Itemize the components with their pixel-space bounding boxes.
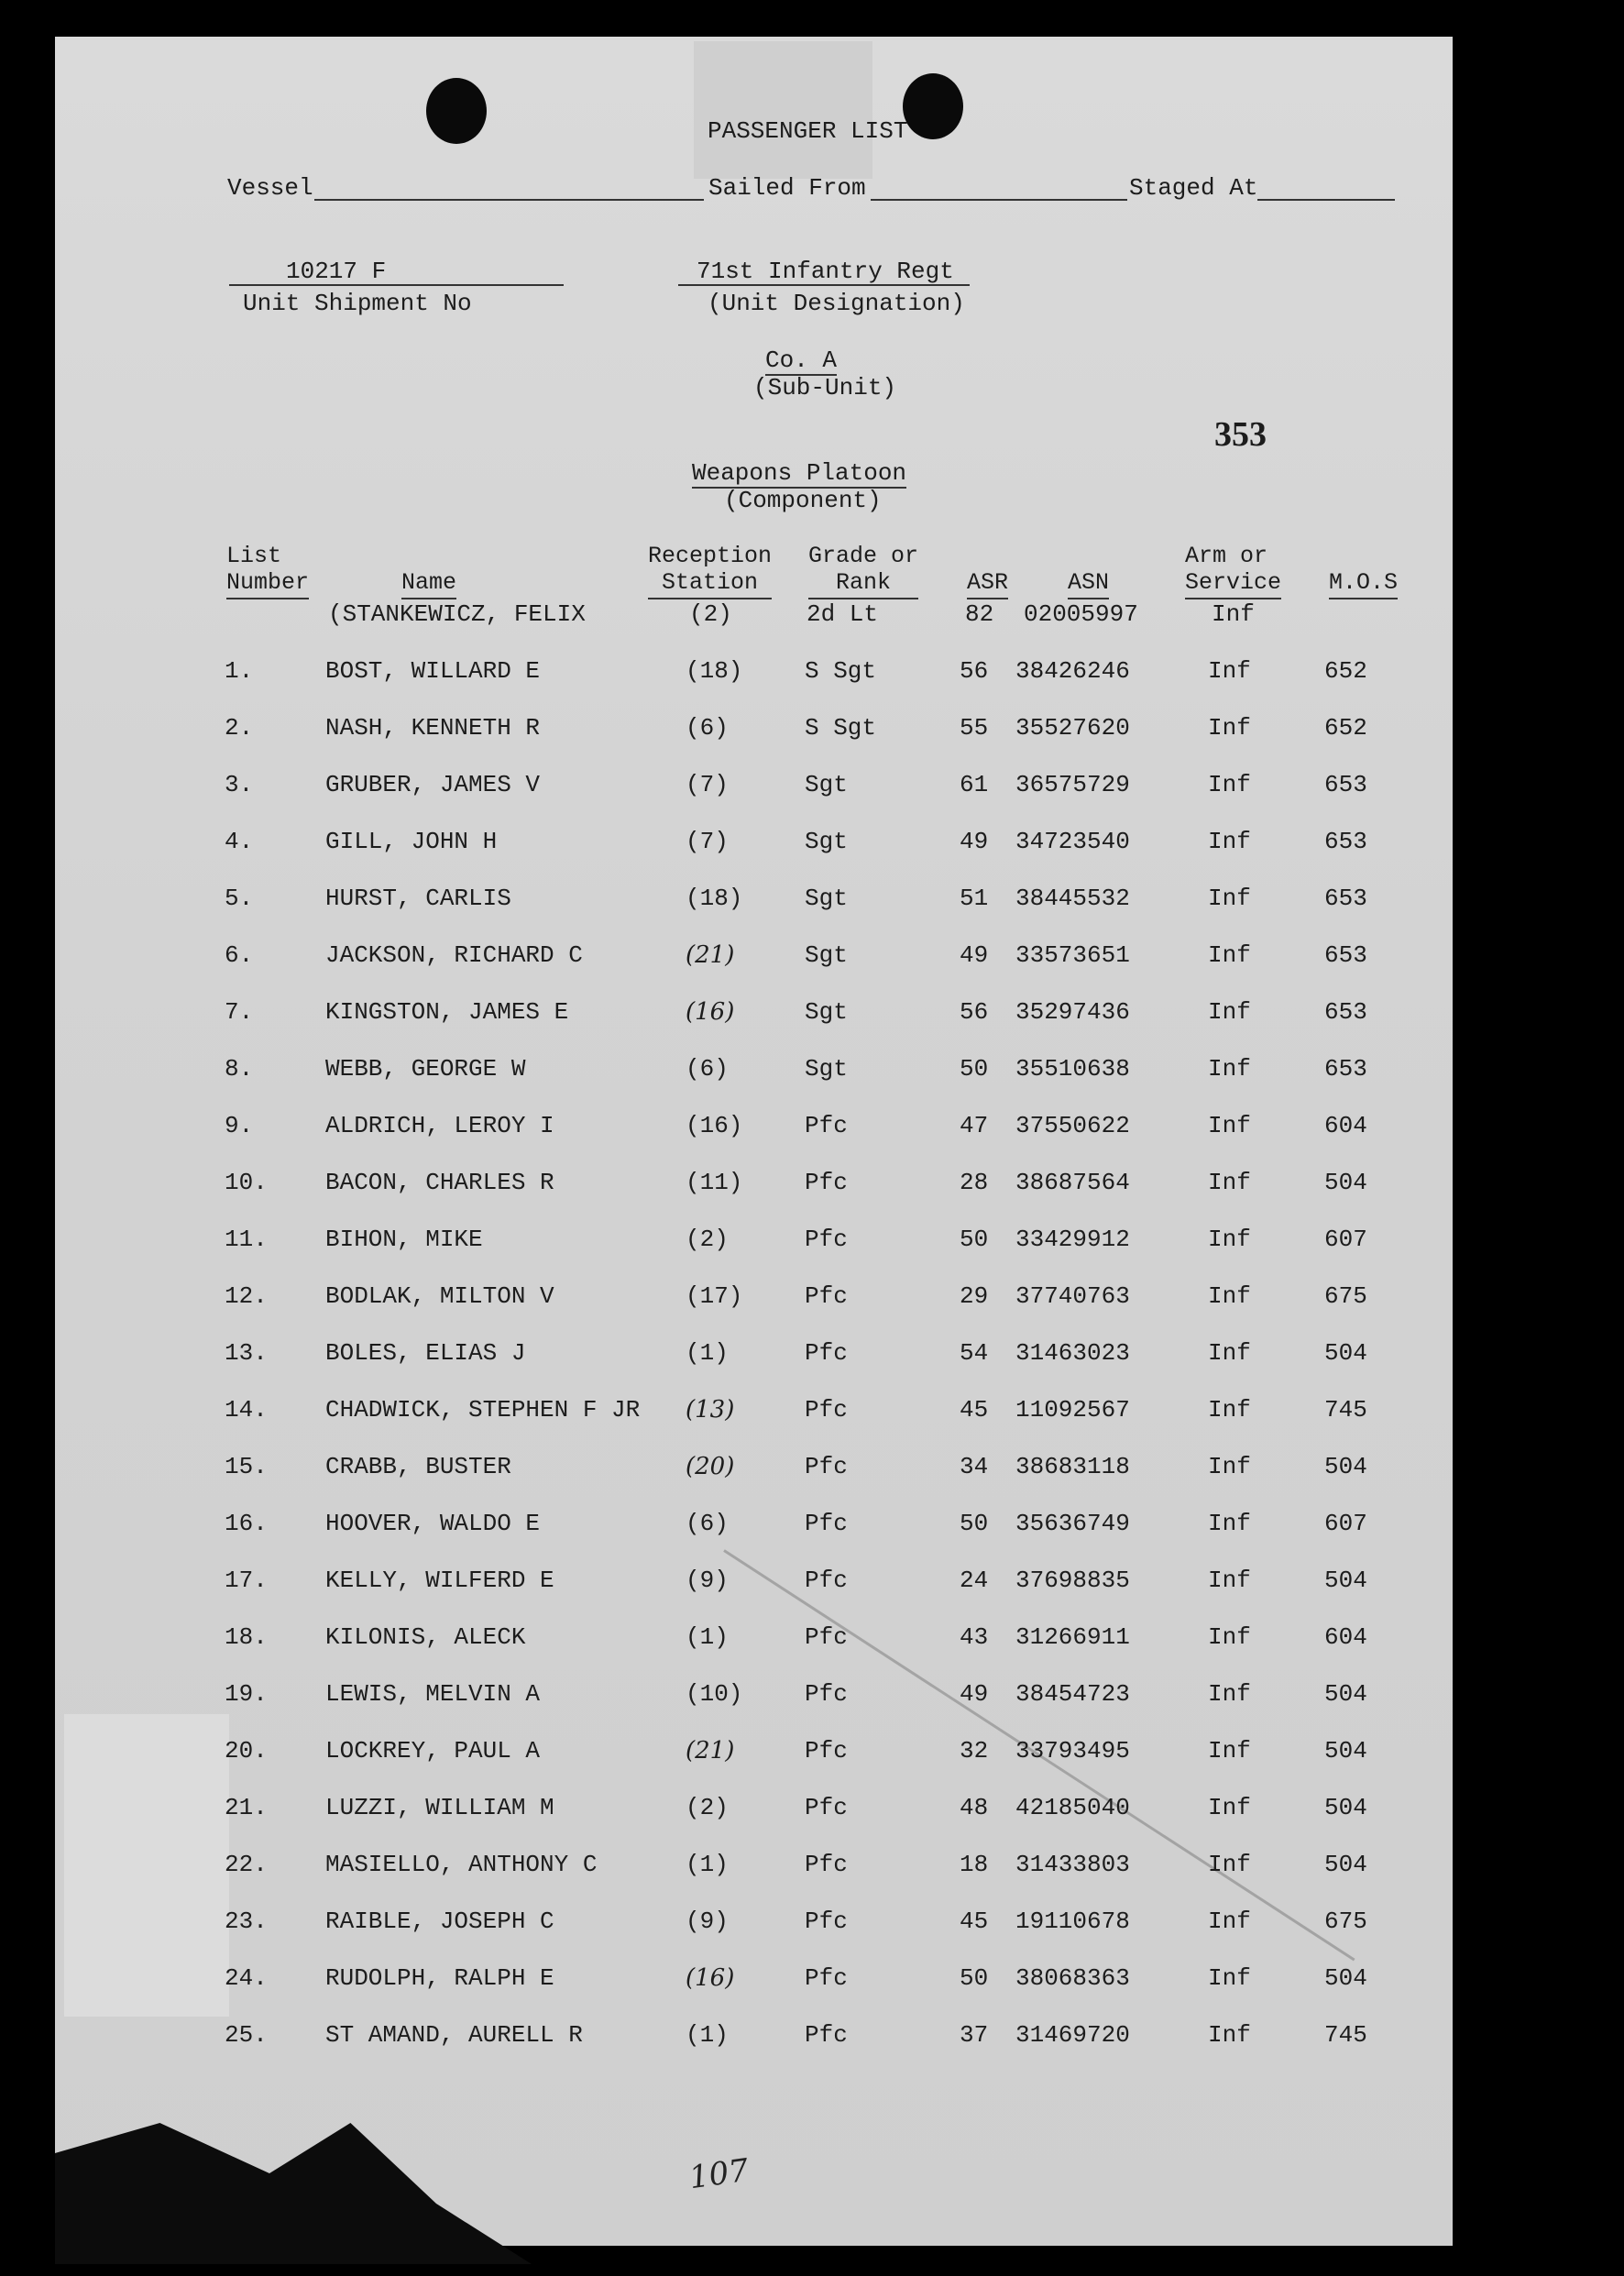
cell-asn: 38454723: [1015, 1680, 1130, 1708]
cell-asn: 37698835: [1015, 1567, 1130, 1594]
cell-asn: 34723540: [1015, 828, 1130, 855]
table-row: [0, 1055, 1624, 1092]
handwritten-note: 107: [686, 2151, 752, 2197]
cell-mos: 504: [1324, 1737, 1367, 1765]
cell-name: LEWIS, MELVIN A: [325, 1680, 541, 1708]
cell-name: CHADWICK, STEPHEN F JR: [325, 1396, 641, 1424]
cell-mos: 653: [1324, 998, 1367, 1026]
cell-asn: 37550622: [1015, 1112, 1130, 1139]
cell-list-number: 5.: [225, 885, 254, 912]
table-row: [0, 1567, 1624, 1603]
cell-asn: 11092567: [1015, 1396, 1130, 1424]
cell-mos: 675: [1324, 1908, 1367, 1935]
cell-grade: Pfc: [805, 1567, 848, 1594]
cell-mos: 653: [1324, 1055, 1367, 1083]
cell-station: (9): [686, 1567, 729, 1594]
cell-mos: 604: [1324, 1623, 1367, 1651]
table-row: [0, 1282, 1624, 1319]
cell-list-number: 15.: [225, 1453, 268, 1480]
cell-mos: 504: [1324, 1453, 1367, 1480]
cell-asr: 47: [960, 1112, 989, 1139]
table-row: [0, 714, 1624, 751]
cell-grade: Pfc: [805, 2021, 848, 2049]
unit-shipment-line: [229, 284, 564, 286]
cell-arm: Inf: [1208, 771, 1251, 798]
unit-designation-line: [678, 284, 970, 286]
col-header-mos-text: M.O.S: [1329, 569, 1398, 599]
cell-name: CRABB, BUSTER: [325, 1453, 511, 1480]
cell-station: (2): [686, 1226, 729, 1253]
cell-grade: Sgt: [805, 771, 848, 798]
cell-mos: 653: [1324, 941, 1367, 969]
cell-grade: Sgt: [805, 1055, 848, 1083]
cell-mos: 745: [1324, 2021, 1367, 2049]
cell-list-number: 22.: [225, 1851, 268, 1878]
sailed-from-line: [871, 199, 1127, 201]
col-header-name-text: Name: [401, 569, 456, 599]
cell-arm: Inf: [1208, 1908, 1251, 1935]
sub-unit-label: (Sub-Unit): [753, 374, 897, 401]
cell-arm: Inf: [1208, 1567, 1251, 1594]
cell-list-number: 19.: [225, 1680, 268, 1708]
cell-grade: Sgt: [805, 828, 848, 855]
table-row: [0, 1737, 1624, 1774]
cell-mos: 604: [1324, 1112, 1367, 1139]
page-number: 353: [1214, 415, 1267, 454]
cell-asr: 56: [960, 657, 989, 685]
cell-list-number: 25.: [225, 2021, 268, 2049]
cell-asr: 51: [960, 885, 989, 912]
cell-arm: Inf: [1208, 885, 1251, 912]
col-header-mos: [1329, 569, 1398, 599]
cell-list-number: 16.: [225, 1510, 268, 1537]
cell-name: RAIBLE, JOSEPH C: [325, 1908, 554, 1935]
table-row: [0, 998, 1624, 1035]
sailed-from-label: Sailed From: [708, 174, 866, 202]
cell-asn: 42185040: [1015, 1794, 1130, 1821]
table-row: [0, 1169, 1624, 1205]
col-header-arm-or: Arm or: [1185, 543, 1268, 569]
table-row: [0, 1396, 1624, 1433]
cell-asr: 29: [960, 1282, 989, 1310]
cell-list-number: 13.: [225, 1339, 268, 1367]
cell-asr: 49: [960, 828, 989, 855]
cell-asr: 32: [960, 1737, 989, 1765]
cell-arm: Inf: [1208, 1282, 1251, 1310]
table-row: [0, 1226, 1624, 1262]
cell-asr: 43: [960, 1623, 989, 1651]
cell-list-number: 8.: [225, 1055, 254, 1083]
cell-name: RUDOLPH, RALPH E: [325, 1964, 554, 1992]
cell-grade: S Sgt: [805, 714, 877, 742]
cell-mos: 745: [1324, 1396, 1367, 1424]
cell-asr: 54: [960, 1339, 989, 1367]
cell-station: (2): [689, 600, 732, 628]
cell-arm: Inf: [1208, 1680, 1251, 1708]
unit-designation-value: 71st Infantry Regt: [697, 258, 954, 285]
cell-asr: 18: [960, 1851, 989, 1878]
cell-mos: 652: [1324, 714, 1367, 742]
cell-list-number: 7.: [225, 998, 254, 1026]
cell-grade: Pfc: [805, 1282, 848, 1310]
cell-asn: 36575729: [1015, 771, 1130, 798]
cell-arm: Inf: [1208, 1339, 1251, 1367]
cell-name: KELLY, WILFERD E: [325, 1567, 554, 1594]
cell-name: BIHON, MIKE: [325, 1226, 483, 1253]
cell-asn: 31469720: [1015, 2021, 1130, 2049]
cell-asr: 45: [960, 1396, 989, 1424]
cell-station: (6): [686, 1055, 729, 1083]
table-row: [0, 941, 1624, 978]
cell-name: (STANKEWICZ, FELIX: [328, 600, 586, 628]
cell-asn: 35636749: [1015, 1510, 1130, 1537]
cell-arm: Inf: [1208, 657, 1251, 685]
col-header-grade: [808, 543, 918, 599]
col-header-grade-or: Grade or: [808, 543, 919, 569]
cell-arm: Inf: [1208, 1794, 1251, 1821]
cell-list-number: 2.: [225, 714, 254, 742]
cell-station: (9): [686, 1908, 729, 1935]
cell-name: BACON, CHARLES R: [325, 1169, 554, 1196]
cell-station: (11): [686, 1169, 743, 1196]
cell-station: (17): [686, 1282, 743, 1310]
cell-grade: Pfc: [805, 1339, 848, 1367]
col-header-asn: [1068, 569, 1109, 599]
cell-arm: Inf: [1208, 2021, 1251, 2049]
cell-asn: 02005997: [1024, 600, 1138, 628]
cell-station: (21): [686, 941, 735, 969]
col-header-asr: [967, 569, 1008, 599]
cell-station: (1): [686, 1851, 729, 1878]
cell-mos: 653: [1324, 828, 1367, 855]
cell-asr: 61: [960, 771, 989, 798]
cell-grade: Pfc: [805, 1623, 848, 1651]
table-row: [0, 1794, 1624, 1831]
col-header-asn-text: ASN: [1068, 569, 1109, 599]
cell-list-number: 17.: [225, 1567, 268, 1594]
cell-grade: 2d Lt: [807, 600, 879, 628]
punch-hole-left: [426, 78, 487, 144]
cell-arm: Inf: [1208, 941, 1251, 969]
cell-asr: 34: [960, 1453, 989, 1480]
cell-grade: Pfc: [805, 1737, 848, 1765]
cell-station: (18): [686, 657, 743, 685]
cell-asn: 38445532: [1015, 885, 1130, 912]
col-header-list: List: [226, 543, 282, 569]
col-header-rank: Rank: [808, 569, 918, 599]
cell-asn: 19110678: [1015, 1908, 1130, 1935]
cell-station: (10): [686, 1680, 743, 1708]
cell-grade: Pfc: [805, 1851, 848, 1878]
cell-grade: Pfc: [805, 1453, 848, 1480]
cell-grade: Pfc: [805, 1396, 848, 1424]
cell-asr: 24: [960, 1567, 989, 1594]
unit-shipment-label: Unit Shipment No: [243, 290, 472, 317]
table-row: [0, 828, 1624, 864]
col-header-asr-text: ASR: [967, 569, 1008, 599]
cell-name: LUZZI, WILLIAM M: [325, 1794, 554, 1821]
cell-arm: Inf: [1208, 1396, 1251, 1424]
cell-asr: 37: [960, 2021, 989, 2049]
cell-grade: Sgt: [805, 885, 848, 912]
cell-list-number: 20.: [225, 1737, 268, 1765]
cell-list-number: 18.: [225, 1623, 268, 1651]
table-row: [0, 657, 1624, 694]
cell-station: (21): [686, 1737, 735, 1765]
cell-mos: 607: [1324, 1510, 1367, 1537]
cell-grade: Pfc: [805, 1908, 848, 1935]
cell-asn: 31266911: [1015, 1623, 1130, 1651]
cell-arm: Inf: [1208, 1851, 1251, 1878]
cell-grade: Pfc: [805, 1794, 848, 1821]
table-row: [0, 1510, 1624, 1546]
cell-asn: 35527620: [1015, 714, 1130, 742]
staged-at-line: [1257, 199, 1395, 201]
table-row: [0, 2021, 1624, 2058]
cell-name: MASIELLO, ANTHONY C: [325, 1851, 598, 1878]
cell-grade: S Sgt: [805, 657, 877, 685]
cell-mos: 675: [1324, 1282, 1367, 1310]
cell-arm: Inf: [1208, 714, 1251, 742]
cell-list-number: 10.: [225, 1169, 268, 1196]
cell-name: BOST, WILLARD E: [325, 657, 541, 685]
punch-hole-right: [903, 73, 963, 139]
table-row: [0, 1339, 1624, 1376]
cell-mos: 504: [1324, 1851, 1367, 1878]
cell-mos: 504: [1324, 1169, 1367, 1196]
col-header-reception-station: [648, 543, 772, 599]
cell-name: KINGSTON, JAMES E: [325, 998, 569, 1026]
cell-list-number: 11.: [225, 1226, 268, 1253]
cell-arm: Inf: [1208, 1112, 1251, 1139]
cell-asr: 55: [960, 714, 989, 742]
cell-asn: 33429912: [1015, 1226, 1130, 1253]
sub-unit-value: Co. A: [765, 346, 838, 374]
cell-asr: 82: [965, 600, 994, 628]
cell-mos: 653: [1324, 885, 1367, 912]
table-row: [0, 1453, 1624, 1490]
cell-name: HURST, CARLIS: [325, 885, 511, 912]
cell-asr: 49: [960, 941, 989, 969]
cell-station: (7): [686, 771, 729, 798]
unit-designation-label: (Unit Designation): [708, 290, 965, 317]
cell-station: (7): [686, 828, 729, 855]
cell-mos: 504: [1324, 1567, 1367, 1594]
cell-list-number: 12.: [225, 1282, 268, 1310]
cell-name: NASH, KENNETH R: [325, 714, 541, 742]
table-row: [0, 771, 1624, 808]
cell-mos: 504: [1324, 1680, 1367, 1708]
cell-mos: 652: [1324, 657, 1367, 685]
table-row: [0, 1851, 1624, 1887]
cell-name: GRUBER, JAMES V: [325, 771, 541, 798]
cell-arm: Inf: [1208, 998, 1251, 1026]
cell-name: ST AMAND, AURELL R: [325, 2021, 583, 2049]
cell-arm: Inf: [1208, 1737, 1251, 1765]
cell-mos: 607: [1324, 1226, 1367, 1253]
vessel-line: [314, 199, 704, 201]
cell-list-number: 4.: [225, 828, 254, 855]
document-title: PASSENGER LIST: [708, 117, 908, 145]
cell-grade: Pfc: [805, 1169, 848, 1196]
cell-station: (1): [686, 1339, 729, 1367]
cell-arm: Inf: [1208, 1055, 1251, 1083]
cell-asr: 48: [960, 1794, 989, 1821]
cell-asr: 50: [960, 1510, 989, 1537]
cell-asn: 33793495: [1015, 1737, 1130, 1765]
cell-grade: Sgt: [805, 998, 848, 1026]
cell-asr: 50: [960, 1055, 989, 1083]
cell-name: ALDRICH, LEROY I: [325, 1112, 554, 1139]
cell-station: (16): [686, 1964, 735, 1992]
col-header-arm-service: [1185, 543, 1281, 599]
cell-name: KILONIS, ALECK: [325, 1623, 526, 1651]
cell-name: LOCKREY, PAUL A: [325, 1737, 541, 1765]
table-row: [0, 1112, 1624, 1149]
cell-list-number: 1.: [225, 657, 254, 685]
cell-station: (1): [686, 1623, 729, 1651]
cell-station: (20): [686, 1453, 735, 1480]
cell-station: (16): [686, 1112, 743, 1139]
officer-row: [0, 600, 1624, 637]
unit-shipment-value: 10217 F: [286, 258, 387, 285]
cell-arm: Inf: [1208, 1226, 1251, 1253]
cell-asr: 45: [960, 1908, 989, 1935]
cell-mos: 504: [1324, 1794, 1367, 1821]
col-header-reception: Reception: [648, 543, 773, 569]
cell-arm: Inf: [1208, 1623, 1251, 1651]
table-row: [0, 885, 1624, 921]
cell-asr: 28: [960, 1169, 989, 1196]
vessel-label: Vessel: [227, 174, 313, 202]
cell-station: (16): [686, 998, 735, 1026]
cell-arm: Inf: [1208, 828, 1251, 855]
cell-station: (6): [686, 1510, 729, 1537]
cell-station: (1): [686, 2021, 729, 2049]
cell-asn: 31433803: [1015, 1851, 1130, 1878]
cell-grade: Sgt: [805, 941, 848, 969]
cell-mos: 504: [1324, 1964, 1367, 1992]
cell-list-number: 14.: [225, 1396, 268, 1424]
cell-arm: Inf: [1212, 600, 1255, 628]
col-header-service: Service: [1185, 569, 1281, 599]
cell-arm: Inf: [1208, 1169, 1251, 1196]
cell-grade: Pfc: [805, 1226, 848, 1253]
tape-strip: [694, 41, 872, 179]
cell-station: (18): [686, 885, 743, 912]
cell-asr: 50: [960, 1964, 989, 1992]
table-row: [0, 1623, 1624, 1660]
cell-asr: 56: [960, 998, 989, 1026]
cell-asn: 38068363: [1015, 1964, 1130, 1992]
cell-asn: 38683118: [1015, 1453, 1130, 1480]
cell-name: BOLES, ELIAS J: [325, 1339, 526, 1367]
cell-grade: Pfc: [805, 1112, 848, 1139]
cell-arm: Inf: [1208, 1964, 1251, 1992]
col-header-list-number: [226, 543, 309, 599]
component-label: (Component): [724, 487, 882, 514]
cell-asn: 38426246: [1015, 657, 1130, 685]
cell-list-number: 6.: [225, 941, 254, 969]
cell-asr: 49: [960, 1680, 989, 1708]
cell-mos: 653: [1324, 771, 1367, 798]
col-header-station: Station: [648, 569, 772, 599]
cell-station: (13): [686, 1396, 735, 1424]
staged-at-label: Staged At: [1129, 174, 1258, 202]
cell-list-number: 23.: [225, 1908, 268, 1935]
cell-grade: Pfc: [805, 1964, 848, 1992]
component-value: Weapons Platoon: [692, 459, 907, 487]
cell-name: GILL, JOHN H: [325, 828, 498, 855]
cell-list-number: 24.: [225, 1964, 268, 1992]
cell-mos: 504: [1324, 1339, 1367, 1367]
cell-name: JACKSON, RICHARD C: [325, 941, 583, 969]
cell-asn: 35510638: [1015, 1055, 1130, 1083]
cell-asn: 31463023: [1015, 1339, 1130, 1367]
cell-list-number: 21.: [225, 1794, 268, 1821]
cell-name: BODLAK, MILTON V: [325, 1282, 554, 1310]
cell-list-number: 3.: [225, 771, 254, 798]
cell-asn: 38687564: [1015, 1169, 1130, 1196]
cell-asn: 33573651: [1015, 941, 1130, 969]
col-header-name: [401, 569, 456, 599]
table-row: [0, 1680, 1624, 1717]
cell-grade: Pfc: [805, 1680, 848, 1708]
cell-station: (2): [686, 1794, 729, 1821]
cell-name: WEBB, GEORGE W: [325, 1055, 526, 1083]
cell-arm: Inf: [1208, 1510, 1251, 1537]
table-row: [0, 1964, 1624, 2001]
cell-asr: 50: [960, 1226, 989, 1253]
cell-name: HOOVER, WALDO E: [325, 1510, 541, 1537]
cell-station: (6): [686, 714, 729, 742]
table-row: [0, 1908, 1624, 1944]
col-header-number: Number: [226, 569, 309, 599]
cell-asn: 35297436: [1015, 998, 1130, 1026]
cell-list-number: 9.: [225, 1112, 254, 1139]
cell-arm: Inf: [1208, 1453, 1251, 1480]
cell-grade: Pfc: [805, 1510, 848, 1537]
cell-asn: 37740763: [1015, 1282, 1130, 1310]
